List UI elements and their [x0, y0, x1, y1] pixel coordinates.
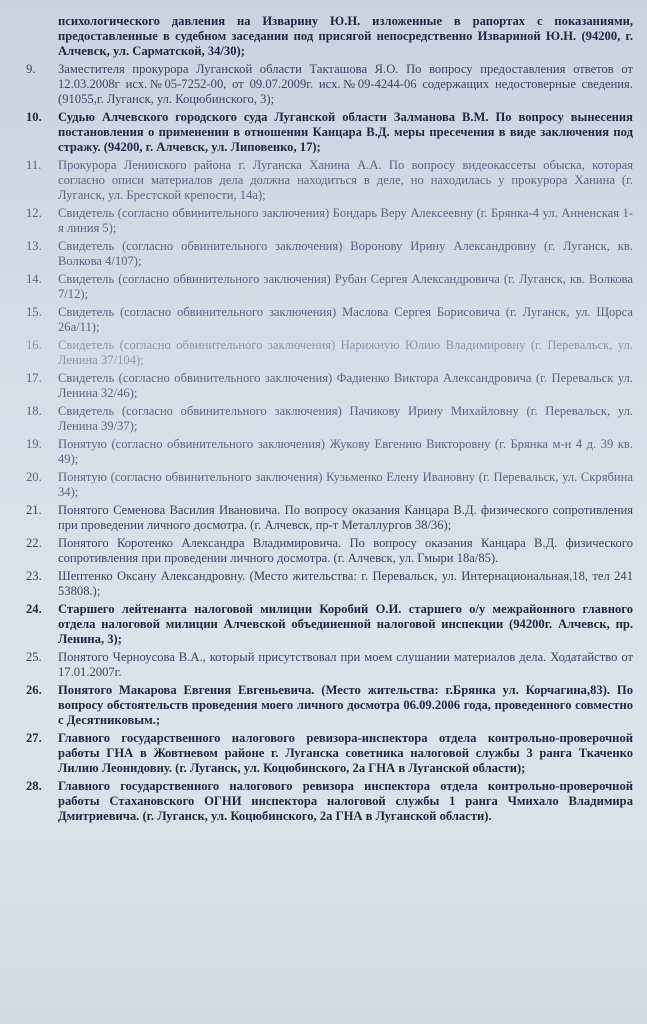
- item-number: 27.: [26, 731, 42, 745]
- list-item: [26, 206, 633, 236]
- list-item: [26, 158, 633, 203]
- item-number: 18.: [26, 404, 42, 418]
- item-text: Судью Алчевского городского суда Луганской области Залманова В.М. По вопросу вынесения постановления о применении в отношении Канцара В.Д. меры пресечения в виде заключения под стражу. (94200, г. Алчевск, ул. Липовенко, 17);: [58, 110, 633, 154]
- item-number: 14.: [26, 272, 42, 286]
- item-text: Главного государственного налогового ревизора инспектора отдела контрольно-проверочной работы Стахановского ОГНИ инспектора налоговой службы 1 ранга Чмихало Владимира Дмитриевича. (г. Луганск, ул. Коцюбинского, 2а ГНА в Луганской области).: [58, 779, 633, 823]
- item-text: Понятого Семенова Василия Ивановича. По вопросу оказания Канцара В.Д. физического сопротивления при проведении личного досмотра. (г. Алчевск, пр-т Металлургов 38/36);: [58, 503, 633, 532]
- list-item: [26, 239, 633, 269]
- item-text: Понятую (согласно обвинительного заключения) Кузьменко Елену Ивановну (г. Перевальск, ул. Скрябина 34);: [58, 470, 633, 499]
- item-number: 19.: [26, 437, 42, 451]
- item-number: 13.: [26, 239, 42, 253]
- list-item: [26, 470, 633, 500]
- item-number: 23.: [26, 569, 42, 583]
- continuation-paragraph: психологического давления на Изварину Ю.Н. изложенные в рапортах с показаниями, предоставленные в судебном заседании под присягой непосредственно Извариной Ю.Н. (94200, г. Алчевск, ул. Сарматской, 34/30);: [58, 14, 633, 58]
- item-text: Понятого Черноусова В.А., который присутствовал при моем слушании материалов дела. Ходатайство от 17.01.2007г.: [58, 650, 633, 679]
- list-item: [26, 683, 633, 728]
- item-text: Главного государственного налогового ревизора-инспектора отдела контрольно-проверочной работы ГНА в Жовтневом районе г. Луганска советника налоговой службы 3 ранга Ткаченко Лилию Леонидовну. (г. Луганск, ул. Коцюбинского, 2а ГНА в Луганской области);: [58, 731, 633, 775]
- item-text: Свидетель (согласно обвинительного заключения) Нарижную Юлию Владимировну (г. Перевальск, ул. Ленина 37/104);: [58, 338, 633, 367]
- item-number: 20.: [26, 470, 42, 484]
- item-number: 16.: [26, 338, 42, 352]
- list-item: [26, 305, 633, 335]
- item-text: Свидетель (согласно обвинительного заключения) Пачикову Ирину Михайловну (г. Перевальск, ул. Ленина 39/37);: [58, 404, 633, 433]
- item-text: Шептенко Оксану Александровну. (Место жительства: г. Перевальск, ул. Интернациональная,18, тел 241 53808.);: [58, 569, 633, 598]
- item-number: 12.: [26, 206, 42, 220]
- item-number: 28.: [26, 779, 42, 793]
- item-text: Свидетель (согласно обвинительного заключения) Фадиенко Виктора Александровича (г. Перевальск ул. Ленина 32/46);: [58, 371, 633, 400]
- item-number: 9.: [26, 62, 36, 76]
- item-text: Заместителя прокурора Луганской области Такташова Я.О. По вопросу предоставления ответов от 12.03.2008г исх.№05-7252-00, от 09.07.2009г. исх.№09-4244-06 содержащих недостоверные сведения. (91055,г. Луганск, ул. Коцюбинского, 3);: [58, 62, 633, 106]
- item-number: 15.: [26, 305, 42, 319]
- list-item: [26, 536, 633, 566]
- item-number: 22.: [26, 536, 42, 550]
- list-item: [26, 404, 633, 434]
- item-number: 10.: [26, 110, 42, 124]
- list-item: [26, 371, 633, 401]
- item-text: Понятого Макарова Евгения Евгеньевича. (Место жительства: г.Брянка ул. Корчагина,83). По вопросу обстоятельств проведения моего личного досмотра 06.09.2006 года, проведенного совместно с Десятниковым.;: [58, 683, 633, 727]
- witness-list: [26, 62, 633, 824]
- item-number: 24.: [26, 602, 42, 616]
- item-text: Понятую (согласно обвинительного заключения) Жукову Евгению Викторовну (г. Брянка м-н 4 д. 39 кв. 49);: [58, 437, 633, 466]
- list-item: [26, 110, 633, 155]
- list-item: [26, 272, 633, 302]
- list-item: [26, 338, 633, 368]
- list-item: [26, 650, 633, 680]
- list-item: [26, 503, 633, 533]
- item-number: 25.: [26, 650, 42, 664]
- list-item: [26, 62, 633, 107]
- item-text: Свидетель (согласно обвинительного заключения) Бондарь Веру Алексеевну (г. Брянка-4 ул. Анненская 1-я линия 5);: [58, 206, 633, 235]
- item-text: Свидетель (согласно обвинительного заключения) Маслова Сергея Борисовича (г. Луганск, ул. Щорса 26а/11);: [58, 305, 633, 334]
- item-text: Старшего лейтенанта налоговой милиции Коробий О.И. старшего о/у межрайонного главного отдела налоговой милиции Алчевской объединенной налоговой инспекции (94200г. Алчевск, пр. Ленина, 3);: [58, 602, 633, 646]
- item-text: Свидетель (согласно обвинительного заключения) Воронову Ирину Александровну (г. Луганск, кв. Волкова 4/107);: [58, 239, 633, 268]
- item-text: Свидетель (согласно обвинительного заключения) Рубан Сергея Александровича (г. Луганск, кв. Волкова 7/12);: [58, 272, 633, 301]
- list-item: [26, 437, 633, 467]
- item-text: Понятого Коротенко Александра Владимировича. По вопросу оказания Канцара В.Д. физического сопротивления при проведении личного досмотра. (г. Алчевск, ул. Гмыри 18а/85).: [58, 536, 633, 565]
- item-number: 21.: [26, 503, 42, 517]
- item-number: 11.: [26, 158, 42, 172]
- item-number: 17.: [26, 371, 42, 385]
- list-item: [26, 731, 633, 776]
- item-text: Прокурора Ленинского района г. Луганска Ханина А.А. По вопросу видеокассеты обыска, которая согласно описи материалов дела должна находиться в деле, но находилась у прокурора Ханина (г. Луганск, ул. Брестской крепости, 14а);: [58, 158, 633, 202]
- list-item: [26, 602, 633, 647]
- list-item: [26, 779, 633, 824]
- list-item: [26, 569, 633, 599]
- item-number: 26.: [26, 683, 42, 697]
